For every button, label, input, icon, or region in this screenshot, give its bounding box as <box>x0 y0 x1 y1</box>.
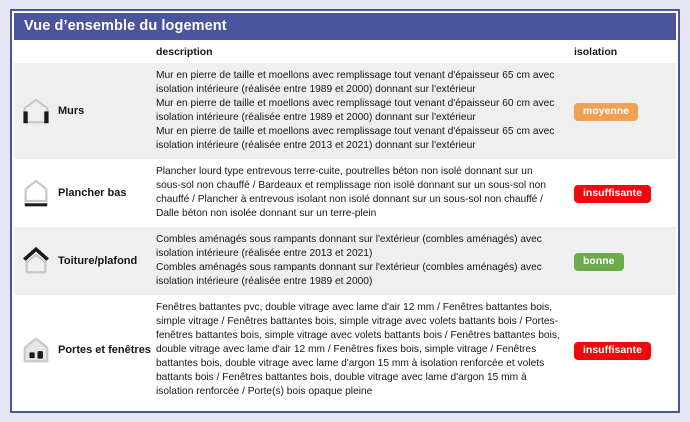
isolation-badge: moyenne <box>574 103 638 121</box>
description-paragraph: Mur en pierre de taille et moellons avec remplissage tout venant d'épaisseur 65 cm avec isolation intérieure (réalisée entre 1989 et 2000) donnant sur l'extérieur <box>156 70 555 95</box>
row-icon-cell <box>14 246 58 276</box>
isolation-badge: insuffisante <box>574 342 651 360</box>
table-header-row <box>14 40 676 63</box>
isolation-badge: insuffisante <box>574 185 651 203</box>
row-label: Toiture/plafond <box>58 254 138 267</box>
column-header-isolation: isolation <box>574 46 618 58</box>
row-icon-cell <box>14 96 58 126</box>
description-paragraph: Combles aménagés sous rampants donnant sur l'extérieur (combles aménagés) avec isolation intérieure (réalisée entre 2013 et 2021) <box>156 234 542 259</box>
murs-house-icon <box>21 96 51 126</box>
row-isolation-cell <box>566 251 676 271</box>
description-paragraph: Plancher lourd type entrevous terre-cuite, poutrelles béton non isolé donnant sur un sous-sol non chauffé / Bardeaux et remplissage non isolé donnant sur un sous-sol non chauffé / Plancher à entrevous isolant non isolé donnant sur un sous-sol non chauffé / Dalle béton non isolée donnant sur un terre-plein <box>156 166 547 219</box>
portes-fenetres-house-icon <box>21 335 51 365</box>
row-description <box>156 69 566 153</box>
row-label: Plancher bas <box>58 186 127 199</box>
column-header-description: description <box>156 46 213 58</box>
table-row <box>14 227 676 295</box>
isolation-badge: bonne <box>574 253 624 271</box>
row-description <box>156 165 566 221</box>
description-paragraph: Mur en pierre de taille et moellons avec remplissage tout venant d'épaisseur 60 cm avec isolation intérieure (réalisée entre 1989 et 2000) donnant sur l'extérieur <box>156 98 555 123</box>
table-body <box>14 63 676 405</box>
toiture-house-icon <box>21 246 51 276</box>
row-isolation-cell <box>566 340 676 360</box>
row-description <box>156 233 566 289</box>
row-label: Murs <box>58 104 85 117</box>
description-paragraph: Mur en pierre de taille et moellons avec remplissage tout venant d'épaisseur 65 cm avec isolation intérieure (réalisée entre 2013 et 2021) donnant sur l'extérieur <box>156 126 555 151</box>
plancher-bas-house-icon <box>21 178 51 208</box>
overview-card <box>10 9 680 413</box>
row-label: Portes et fenêtres <box>58 343 151 356</box>
row-icon-cell <box>14 335 58 365</box>
table-row <box>14 159 676 227</box>
description-paragraph: Combles aménagés sous rampants donnant sur l'extérieur (combles aménagés) avec isolation intérieure (réalisée entre 1989 et 2000) <box>156 262 542 287</box>
row-description <box>156 301 566 399</box>
table-row <box>14 63 676 159</box>
table-row <box>14 295 676 405</box>
description-paragraph: Fenêtres battantes pvc, double vitrage avec lame d'air 12 mm / Fenêtres battantes bois, simple vitrage / Fenêtres battantes bois, simple vitrage avec volets battants bois / Portes-fenêtres battantes bois, simple vitrage avec volets battants bois / Fenêtres battantes bois, double vitrage avec lame d'air 12 mm / Fenêtres fixes bois, simple vitrage / Fenêtres battantes bois, double vitrage avec lame d'argon 15 mm à isolation renforcée et volets battants bois / Fenêtres battantes bois, double vitrage avec lame d'argon 15 mm à isolation renforcée / Porte(s) bois opaque pleine <box>156 302 560 397</box>
row-isolation-cell <box>566 183 676 203</box>
row-isolation-cell <box>566 101 676 121</box>
card-title-bar <box>14 13 676 40</box>
page-title: Vue d’ensemble du logement <box>24 18 227 34</box>
row-icon-cell <box>14 178 58 208</box>
